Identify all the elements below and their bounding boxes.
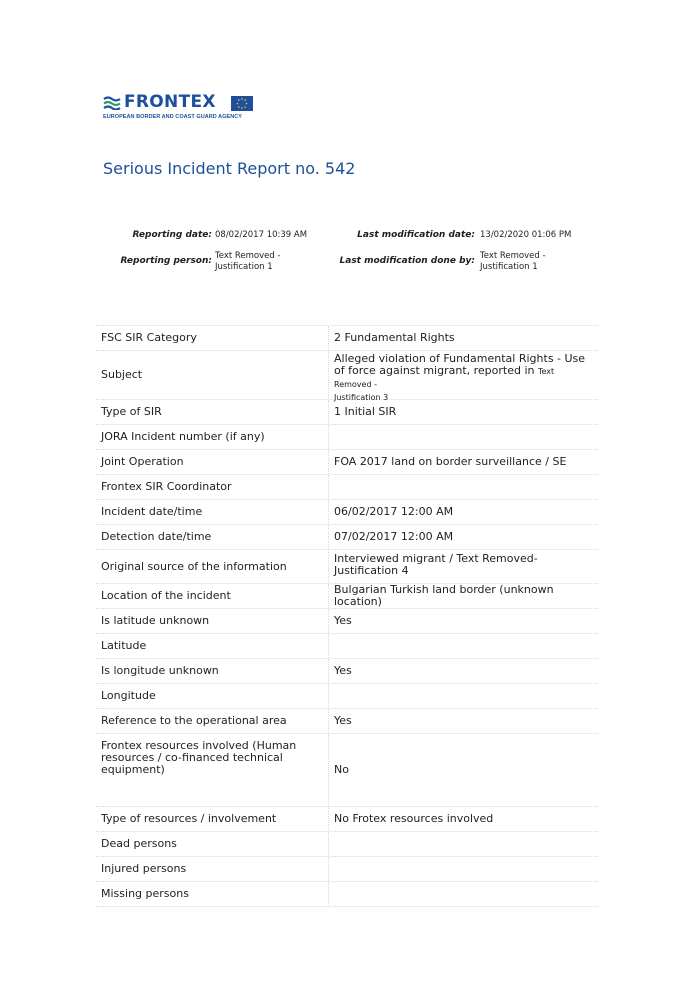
row-label: FSC SIR Category [96, 326, 329, 350]
table-row [96, 584, 598, 609]
last-modification-date-label: Last modification date: [357, 230, 475, 240]
table-row [96, 400, 598, 425]
row-value: 07/02/2017 12:00 AM [334, 530, 454, 543]
table-row [96, 500, 598, 525]
last-modification-date-value: 13/02/2020 01:06 PM [480, 230, 572, 240]
row-value: Bulgarian Turkish land border (unknown location) [334, 583, 554, 608]
row-label: Location of the incident [96, 584, 329, 608]
reporting-date-value: 08/02/2017 10:39 AM [215, 230, 308, 240]
table-row [96, 475, 598, 500]
reporting-person-label: Reporting person: [120, 256, 212, 266]
row-label: Is latitude unknown [96, 609, 329, 633]
table-row [96, 450, 598, 475]
table-row [96, 882, 598, 907]
resources-label-line-2: resources / co-financed technical [101, 751, 283, 764]
row-value: 2 Fundamental Rights [334, 331, 455, 344]
row-label: Latitude [96, 634, 329, 658]
table-row [96, 634, 598, 659]
row-value: Yes [334, 614, 352, 627]
table-row [96, 807, 598, 832]
last-modification-by-value-line1: Text Removed - [480, 251, 546, 261]
row-label: Injured persons [96, 857, 329, 881]
table-row [96, 832, 598, 857]
subject-redaction-2: Justification 3 [334, 393, 389, 402]
table-row [96, 550, 598, 584]
row-value: Yes [334, 714, 352, 727]
table-row [96, 525, 598, 550]
row-label: Detection date/time [96, 525, 329, 549]
table-row [96, 659, 598, 684]
table-row [96, 684, 598, 709]
row-label: Frontex SIR Coordinator [96, 475, 329, 499]
row-value: 06/02/2017 12:00 AM [334, 505, 454, 518]
row-value: Yes [334, 664, 352, 677]
incident-details-table [96, 325, 598, 907]
frontex-waves-icon [103, 96, 121, 110]
row-label: Dead persons [96, 832, 329, 856]
row-value [329, 550, 598, 583]
row-value [329, 475, 598, 499]
table-row [96, 709, 598, 734]
row-value [329, 832, 598, 856]
resources-label-line-1: Frontex resources involved (Human [101, 739, 297, 752]
row-value: 1 Initial SIR [334, 405, 397, 418]
row-label: Subject [96, 351, 329, 399]
table-row [96, 351, 598, 400]
table-row [96, 325, 598, 351]
row-label: Longitude [96, 684, 329, 708]
report-title: Serious Incident Report no. 542 [103, 159, 356, 178]
row-label: JORA Incident number (if any) [96, 425, 329, 449]
row-value [329, 857, 598, 881]
reporting-person-value [215, 251, 281, 273]
table-row [96, 609, 598, 634]
row-label [96, 734, 329, 806]
table-row [96, 857, 598, 882]
row-value: FOA 2017 land on border surveillance / SE [334, 455, 567, 468]
reporting-date-label: Reporting date: [132, 230, 212, 240]
source-line-2: Justification 4 [334, 564, 409, 577]
row-value [329, 351, 598, 402]
row-label: Original source of the information [96, 550, 329, 583]
row-label: Incident date/time [96, 500, 329, 524]
eu-flag-icon [231, 96, 253, 111]
row-label: Missing persons [96, 882, 329, 906]
row-label: Type of SIR [96, 400, 329, 424]
row-value [329, 634, 598, 658]
resources-label-line-3: equipment) [101, 763, 165, 776]
last-modification-by-label: Last modification done by: [339, 256, 475, 266]
row-label: Joint Operation [96, 450, 329, 474]
last-modification-by-value [480, 251, 546, 273]
row-value: No Frotex resources involved [334, 812, 494, 825]
table-row [96, 734, 598, 807]
row-value [329, 882, 598, 906]
row-label: Reference to the operational area [96, 709, 329, 733]
source-line-1: Interviewed migrant / Text Removed- [334, 552, 538, 565]
logo-tagline: EUROPEAN BORDER AND COAST GUARD AGENCY [103, 114, 242, 120]
subject-redaction-1: Text Removed - [334, 367, 555, 389]
row-label: Is longitude unknown [96, 659, 329, 683]
logo-wordmark: FRONTEX [124, 92, 216, 112]
frontex-logo [103, 94, 263, 124]
row-value [329, 425, 598, 449]
table-row [96, 425, 598, 450]
reporting-person-value-line2: Justification 1 [215, 262, 273, 272]
subject-text: Alleged violation of Fundamental Rights - Use of force against migrant, reported in [334, 352, 586, 377]
row-value: No [334, 763, 349, 776]
last-modification-by-value-line2: Justification 1 [480, 262, 538, 272]
row-value [329, 684, 598, 708]
row-label: Type of resources / involvement [96, 807, 329, 831]
reporting-person-value-line1: Text Removed - [215, 251, 281, 261]
